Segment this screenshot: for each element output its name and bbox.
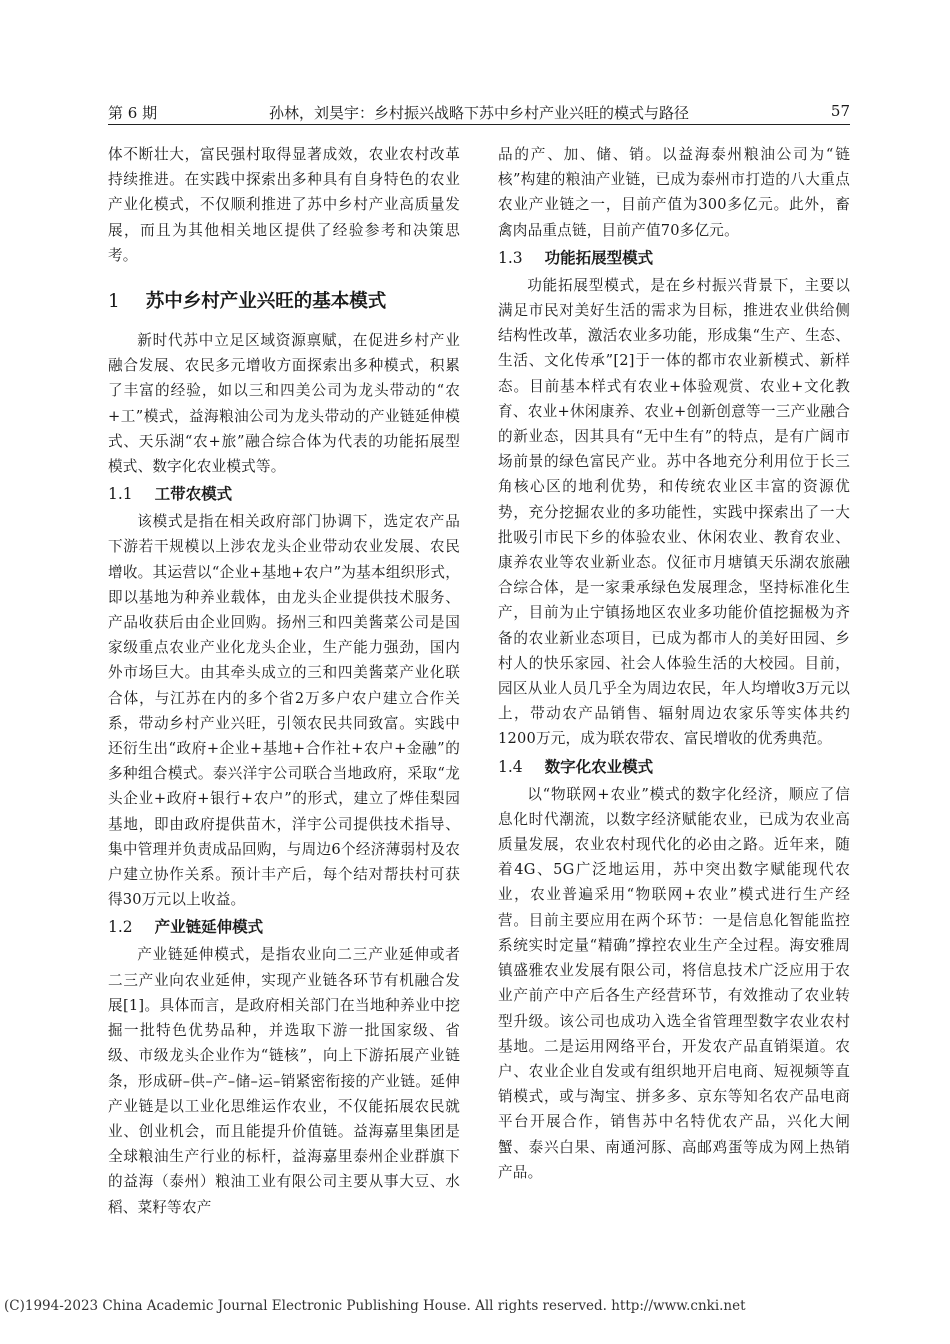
subsection-1-4-heading [498, 754, 850, 780]
section-1-paragraph: 新时代苏中立足区域资源禀赋，在促进乡村产业融合发展、农民多元增收方面探索出多种模式，积累了丰富的经验，如以三和四美公司为龙头带动的“农+工”模式，益海粮油公司为龙头带动的产业链延伸模式、天乐湖“农+旅”融合综合体为代表的功能拓展型模式、数字化农业模式等。 [108, 332, 460, 476]
right-column [498, 142, 850, 1185]
subsection-number: 1.1 [108, 485, 133, 504]
intro-paragraph: 体不断壮大，富民强村取得显著成效，农业农村改革持续推进。在实践中探索出多种具有自身特色的农业产业化模式，不仅顺利推进了苏中乡村产业高质量发展，而且为其他相关地区提供了经验参考和决策思考。 [108, 146, 460, 264]
issue-label: 第 6 期 [108, 104, 158, 122]
section-1-heading [108, 286, 460, 318]
subsection-1-2-heading [108, 914, 460, 940]
subsection-number: 1.2 [108, 918, 133, 937]
subsection-number: 1.3 [498, 248, 523, 267]
header-rule [108, 124, 850, 125]
subsection-1-1-paragraph: 该模式是指在相关政府部门协调下，选定农产品下游若干规模以上涉农龙头企业带动农业发展、农民增收。其运营以“企业+基地+农户”为基本组织形式，即以基地为种养业载体，由龙头企业提供技术服务、产品收获后由企业回购。扬州三和四美酱菜公司是国家级重点农业产业化龙头企业，生产能力强劲，国内外市场巨大。由其牵头成立的三和四美酱菜产业化联合体，与江苏在内的多个省2万多户农户建立合作关系，带动乡村产业兴旺，引领农民共同致富。实践中还衍生出“政府+企业+基地+合作社+农户+金融”的多种组合模式。泰兴洋宇公司联合当地政府，采取“龙头企业+政府+银行+农户”的形式，建立了烨佳梨园基地，即由政府提供苗木，洋宇公司提供技术指导、集中管理并负责成品回购，与周边6个经济薄弱村及农户建立协作关系。预计丰产后，每个结对帮扶村可获得30万元以上收益。 [108, 513, 460, 909]
subsection-1-3-paragraph: 功能拓展型模式，是在乡村振兴背景下，主要以满足市民对美好生活的需求为目标，推进农业供给侧结构性改革，激活农业多功能，形成集“生产、生态、生活、文化传承”[2]于一体的都市农业新模式、新样态。目前基本样式有农业+体验观赏、农业+文化教育、农业+休闲康养、农业+创新创意等一三产业融合的新业态，因其具有“无中生有”的特点，是有广阔市场前景的绿色富民产业。苏中各地充分利用位于长三角核心区的地利优势，和传统农业区丰富的资源优势，充分挖掘农业的多功能性，实践中探索出了一大批吸引市民下乡的体验农业、休闲农业、教育农业、康养农业等农业新业态。仪征市月塘镇天乐湖农旅融合综合体，是一家秉承绿色发展理念，坚持标准化生产，目前为止宁镇扬地区农业多功能价值挖掘极为齐备的农业新业态项目，已成为都市人的美好田园、乡村人的快乐家园、社会人体验生活的大校园。目前，园区从业人员几乎全为周边农民，年人均增收3万元以上，带动农产品销售、辐射周边农家乐等实体共约1200万元，成为联农带农、富民增收的优秀典范。 [498, 276, 850, 748]
subsection-1-4-paragraph: 以“物联网+农业”模式的数字化经济，顺应了信息化时代潮流，以数字经济赋能农业，已成为农业高质量发展，农业农村现代化的必由之路。近年来，随着4G、5G广泛地运用，苏中突出数字赋能现代农业，农业普遍采用“物联网+农业”模式进行生产经营。目前主要应用在两个环节：一是信息化智能监控系统实时定量“精确”撑控农业生产全过程。海安雅周镇盛雅农业发展有限公司，将信息技术广泛应用于农业产前产中产后各生产经营环节，有效推动了农业转型升级。该公司也成功入选全省管理型数字农业农村基地。二是运用网络平台，开发农产品直销渠道。农户、农业企业自发或有组织地开启电商、短视频等直销模式，或与淘宝、拼多多、京东等知名农产品电商平台开展合作，销售苏中名特优农产品，兴化大闸蟹、泰兴白果、南通河豚、高邮鸡蛋等成为网上热销产品。 [498, 785, 850, 1181]
subsection-1-1-heading [108, 481, 460, 507]
running-title: 孙林，刘昊宇：乡村振兴战略下苏中乡村产业兴旺的模式与路径 [268, 104, 689, 122]
copyright-footer: (C)1994-2023 China Academic Journal Electronic Publishing House. All rights reserved. http://www.cnki.net [4, 1298, 746, 1314]
continued-paragraph: 品的产、加、储、销。以益海泰州粮油公司为“链核”构建的粮油产业链，已成为泰州市打造的八大重点农业产业链之一，目前产值为300多亿元。此外，畜禽肉品重点链，目前产值70多亿元。 [498, 146, 850, 239]
left-column [108, 142, 460, 1220]
subsection-title: 工带农模式 [154, 485, 233, 504]
subsection-title: 功能拓展型模式 [544, 248, 654, 267]
page-number: 57 [830, 102, 850, 120]
subsection-title: 数字化农业模式 [544, 757, 654, 776]
running-header [108, 98, 850, 124]
subsection-1-2-paragraph: 产业链延伸模式，是指农业向二三产业延伸或者二三产业向农业延伸，实现产业链各环节有机融合发展[1]。具体而言，是政府相关部门在当地种养业中挖掘一批特色优势品种，并选取下游一批国家级、省级、市级龙头企业作为“链核”，向上下游拓展产业链条，形成研–供–产–储–运–销紧密衔接的产业链。延伸产业链是以工业化思维运作农业，不仅能拓展农民就业、创业机会，而且能提升价值链。益海嘉里集团是全球粮油生产行业的标杆，益海嘉里泰州企业群旗下的益海（泰州）粮油工业有限公司主要从事大豆、水稻、菜籽等农产 [108, 946, 460, 1216]
subsection-1-3-heading [498, 245, 850, 271]
subsection-title: 产业链延伸模式 [154, 918, 264, 937]
subsection-number: 1.4 [498, 757, 523, 776]
section-title: 苏中乡村产业兴旺的基本模式 [145, 291, 387, 313]
section-number: 1 [108, 291, 120, 313]
